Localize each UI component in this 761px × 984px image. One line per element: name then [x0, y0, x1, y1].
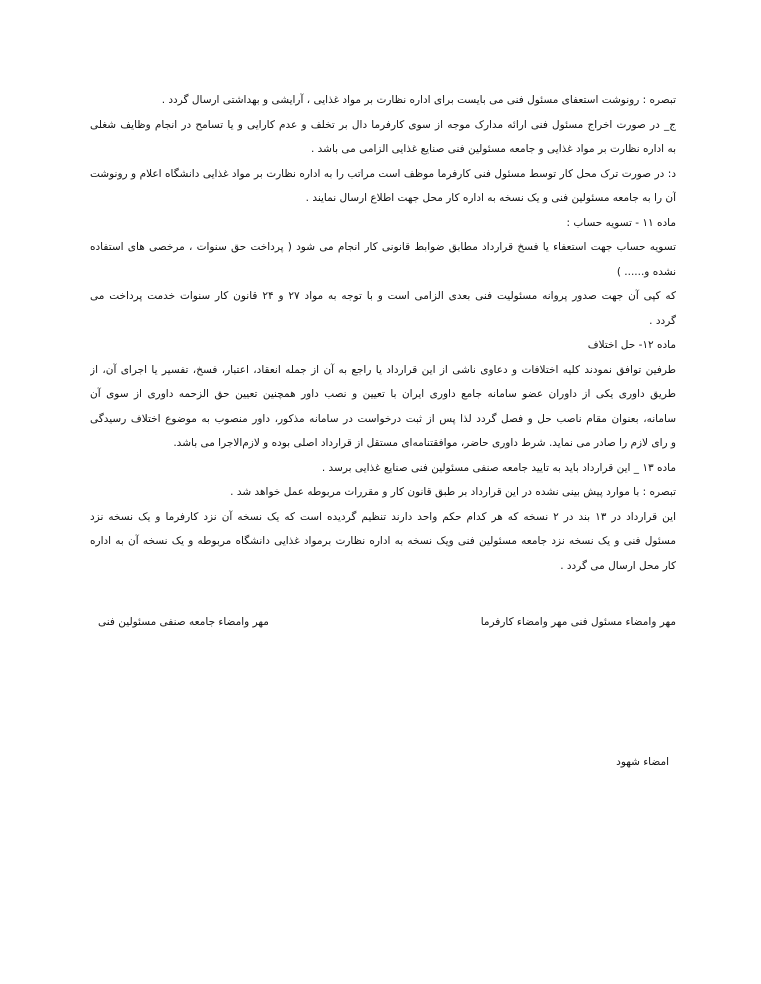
text-line-note-unforeseen: تبصره : با موارد پیش بینی نشده در این قرارداد بر طبق قانون کار و مقررات مربوطه عمل خواهد شد . — [230, 486, 676, 498]
text-line-clause-c-dismissal: ج_ در صورت اخراج مسئول فنی ارائه مدارک موجه از سوی کارفرما دال بر تخلف و عدم کارایی و یا تسامح در انجام وظایف شغلی — [90, 118, 676, 131]
text-line-clause-d-leaving: د: در صورت ترک محل کار توسط مسئول فنی کارفرما موظف است مراتب را به اداره نظارت بر مواد غذایی دانشگاه اعلام و رونوشت — [90, 167, 676, 180]
article-11-heading: ماده ۱۱ - تسویه حساب : — [566, 216, 676, 229]
signature-association: مهر وامضاء جامعه صنفی مسئولین فنی — [98, 616, 269, 628]
witness-signature-label: امضاء شهود — [616, 756, 669, 768]
text-line-article-11-continued: نشده و...... ) — [616, 265, 676, 278]
text-line-clause-c-continued: به اداره نظارت بر مواد غذایی و جامعه مسئولین فنی صنایع غذایی الزامی می باشد . — [310, 143, 676, 155]
signature-employer-technical: مهر وامضاء مسئول فنی مهر وامضاء کارفرما — [480, 616, 676, 628]
contract-body — [90, 88, 676, 578]
text-line-copies-1: این قرارداد در ۱۳ بند در ۲ نسخه که هر کدام حکم واحد دارند تنظیم گردیده است که یک نسخه آن نزد کارفرما و یک نسخه نزد — [90, 510, 676, 523]
signature-row — [90, 616, 676, 640]
text-line-article-12-body-1: طرفین توافق نمودند کلیه اختلافات و دعاوی ناشی از این قرارداد یا راجع به آن از جمله انعقاد، اعتبار، فسخ، تفسیر یا اجرای آن، از — [90, 363, 676, 376]
text-line-article-11-copy: که کپی آن جهت صدور پروانه مسئولیت فنی بعدی الزامی است و با توجه به مواد ۲۷ و ۲۴ قانون کار سنوات خدمت پرداخت می — [90, 290, 676, 302]
text-line-article-12-body-4: و رای لازم را صادر می نماید. شرط داوری حاضر، موافقتنامه‌ای مستقل از قرارداد اصلی بوده و لازم‌الاجرا می باشد. — [173, 437, 676, 449]
text-line-copies-3: کار محل ارسال می گردد . — [560, 559, 676, 572]
text-line-clause-d-continued: آن را به جامعه مسئولین فنی و یک نسخه به اداره کار محل جهت اطلاع ارسال نمایند . — [305, 192, 676, 204]
text-line-article-11-end: گردد . — [649, 314, 676, 327]
text-line-article-11-body: تسویه حساب جهت استعفاء یا فسخ قرارداد مطابق ضوابط قانونی کار انجام می شود ( پرداخت حق سنوات ، مرخصی های استفاده — [90, 241, 676, 253]
text-line-article-12-body-3: سامانه، بعنوان مقام ناصب حل و فصل گردد لذا پس از ثبت درخواست در سامانه مذکور، داور منصوب به موضوع اختلاف رسیدگی — [90, 412, 676, 425]
article-12-heading: ماده ۱۲- حل اختلاف — [587, 339, 676, 351]
text-line-note-resignation-copy: تبصره : رونوشت استعفای مسئول فنی می بایست برای اداره نظارت بر مواد غذایی ، آرایشی و بهداشتی ارسال گردد . — [161, 94, 676, 106]
article-13-text: ماده ۱۳ _ این قرارداد باید به تایید جامعه صنفی مسئولین فنی صنایع غذایی برسد . — [321, 461, 676, 474]
text-line-copies-2: مسئول فنی و یک نسخه نزد جامعه مسئولین فنی ویک نسخه به اداره نظارت برمواد غذایی دانشگاه مربوطه و یک نسخه آن به اداره — [90, 535, 676, 547]
text-line-article-12-body-2: طریق داوری یکی از داوران عضو سامانه جامع داوری ایران با تعیین و نصب داور همچنین تعیین حق الزحمه داوری از سوی آن — [90, 388, 676, 400]
